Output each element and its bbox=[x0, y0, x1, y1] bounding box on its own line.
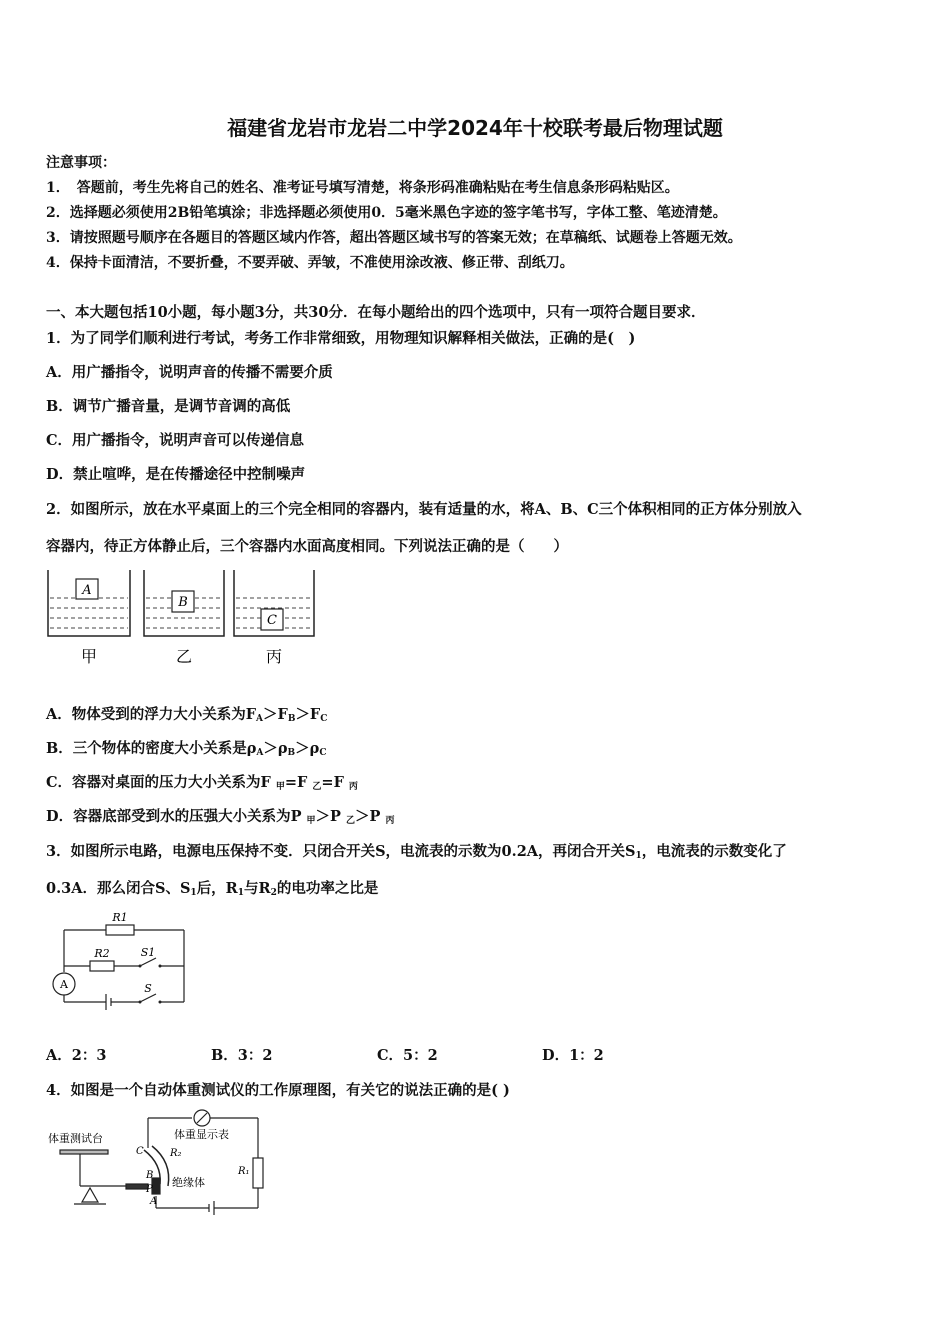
question-1-option-a: A．用广播指令，说明声音的传播不需要介质 bbox=[46, 364, 333, 381]
question-3-stem-line1: 3．如图所示电路，电源电压保持不变．只闭合开关S，电流表的示数为0.2A，再闭合开关$S_1$，电流表的示数变化了 bbox=[46, 843, 787, 861]
question-3-choice-a: A．2：3 bbox=[46, 1047, 107, 1064]
circuit-figure bbox=[44, 906, 194, 1010]
scale-figure bbox=[44, 1104, 284, 1220]
point-b-label: B bbox=[146, 1170, 154, 1181]
question-3-choice-c: C．5：2 bbox=[377, 1047, 438, 1064]
block-a-label: A bbox=[82, 583, 92, 598]
container-label-yi: 乙 bbox=[175, 647, 193, 666]
block-c-label: C bbox=[267, 613, 277, 628]
container-bing bbox=[234, 570, 314, 636]
container-yi bbox=[144, 570, 224, 636]
container-jia bbox=[48, 570, 130, 636]
insulator-label: 绝缘体 bbox=[172, 1176, 205, 1189]
point-p-label: P bbox=[146, 1184, 153, 1195]
container-label-bing: 丙 bbox=[265, 647, 283, 666]
platform-label: 体重测试台 bbox=[48, 1132, 103, 1145]
ammeter-label: A bbox=[60, 978, 68, 991]
question-3-stem-line2: 0.3A．那么闭合S、$S_1$后，$R_1$与$R_2$的电功率之比是 bbox=[46, 880, 379, 898]
question-1-option-c: C．用广播指令，说明声音可以传递信息 bbox=[46, 432, 305, 449]
question-3-choice-b: B．3：2 bbox=[211, 1047, 273, 1064]
resistor-r2-label: R2 bbox=[94, 947, 110, 960]
point-a-label: A bbox=[150, 1196, 158, 1207]
question-2-option-b: B．三个物体的密度大小关系是$\rho_A>\rho_B>\rho_C$ bbox=[46, 740, 327, 758]
question-2-option-a: A．物体受到的浮力大小关系为$F_A>F_B>F_C$ bbox=[46, 706, 328, 724]
block-b-label: B bbox=[178, 595, 188, 610]
point-c-label: C bbox=[136, 1146, 144, 1157]
resistor-r1-label: R₁ bbox=[238, 1166, 250, 1177]
exam-title: 福建省龙岩市龙岩二中学2024年十校联考最后物理试题 bbox=[227, 116, 723, 140]
section-heading: 一、本大题包括10小题，每小题3分，共30分．在每小题给出的四个选项中，只有一项符合题目要求． bbox=[46, 304, 706, 321]
containers-figure bbox=[44, 568, 324, 668]
notice-item: 1． 答题前，考生先将自己的姓名、准考证号填写清楚，将条形码准确粘贴在考生信息条形码粘贴区。 bbox=[46, 180, 679, 196]
question-2-stem-line2: 容器内，待正方体静止后，三个容器内水面高度相同。下列说法正确的是（ ） bbox=[46, 538, 568, 555]
container-label-jia: 甲 bbox=[80, 647, 98, 666]
notice-item: 3．请按照题号顺序在各题目的答题区域内作答，超出答题区域书写的答案无效；在草稿纸、试题卷上答题无效。 bbox=[46, 230, 742, 246]
question-4-stem: 4．如图是一个自动体重测试仪的工作原理图，有关它的说法正确的是( ) bbox=[46, 1082, 510, 1099]
question-1-option-b: B．调节广播音量，是调节音调的高低 bbox=[46, 398, 291, 415]
meter-label: 体重显示表 bbox=[174, 1128, 229, 1141]
question-2-option-d: D．容器底部受到水的压强大小关系为P $_甲$＞P $_乙$＞P $_丙$ bbox=[46, 808, 395, 826]
question-1-option-d: D．禁止喧哗，是在传播途径中控制噪声 bbox=[46, 466, 306, 483]
resistor-r2-label: R₂ bbox=[170, 1148, 182, 1159]
question-1-stem: 1．为了同学们顺利进行考试，考务工作非常细致，用物理知识解释相关做法，正确的是( ) bbox=[46, 330, 636, 347]
notice-heading: 注意事项： bbox=[46, 155, 116, 171]
switch-s-label: S bbox=[144, 982, 152, 995]
question-2-option-c: C．容器对桌面的压力大小关系为F $_甲$=F $_乙$=F $_丙$ bbox=[46, 774, 358, 792]
notice-item: 2．选择题必须使用2B铅笔填涂；非选择题必须使用0．5毫米黑色字迹的签字笔书写，字体工整、笔迹清楚。 bbox=[46, 205, 727, 221]
question-2-stem-line1: 2．如图所示，放在水平桌面上的三个完全相同的容器内，装有适量的水，将A、B、C三个体积相同的正方体分别放入 bbox=[46, 501, 802, 518]
switch-s1-label: S1 bbox=[140, 946, 156, 959]
notice-item: 4．保持卡面清洁，不要折叠，不要弄破、弄皱，不准使用涂改液、修正带、刮纸刀。 bbox=[46, 255, 574, 271]
question-3-choice-d: D．1：2 bbox=[542, 1047, 604, 1064]
resistor-r1-label: R1 bbox=[112, 911, 128, 924]
